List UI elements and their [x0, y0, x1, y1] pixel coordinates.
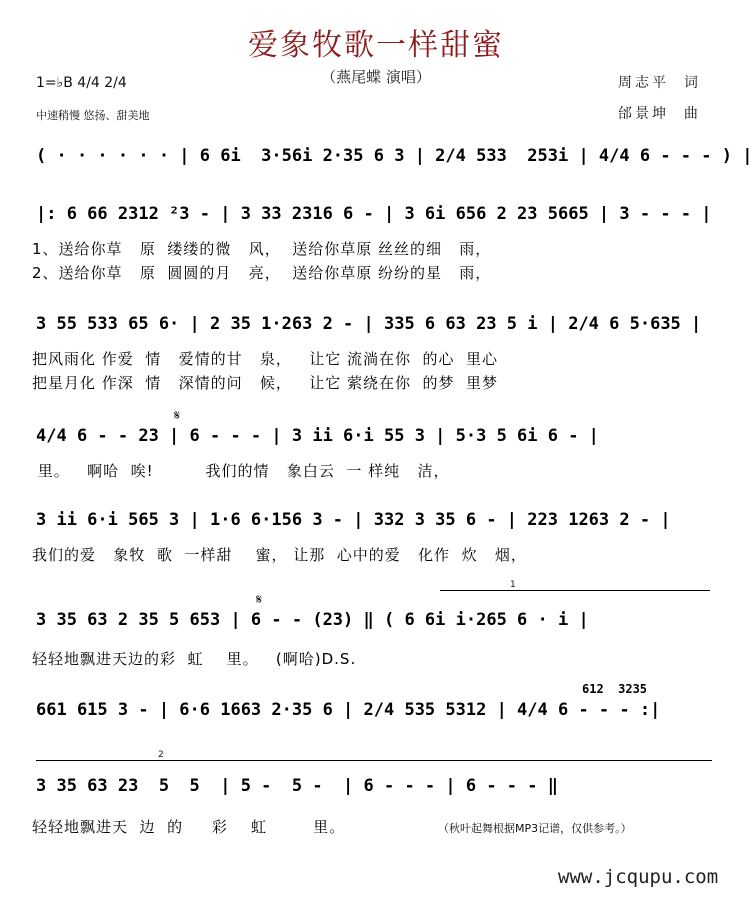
score-system-4: 4/4 6 - - 23 | 6 - - - | 3 ii 6·i 55 3 | 5·3 5 6i 6 - | [36, 426, 599, 446]
score-system-6: 3 35 63 2 35 5 653 | 6 - - (23) ‖ ( 6 6i i·265 6 · i | [36, 610, 589, 630]
score-system-2: |: 6 66 2312 ²3 - | 3 33 2316 6 - | 3 6i 656 2 23 5665 | 3 - - - | [36, 204, 712, 224]
segno-sign: 𝄋 [256, 592, 263, 608]
lyrics-line: 2、送给你草 原 圆圆的月 亮， 送给你草原 纷纷的星 雨， [32, 264, 492, 282]
volta-number-2: 2 [158, 750, 164, 760]
lyricist-credit: 周志平 词 [618, 75, 701, 91]
score-system-5: 3 ii 6·i 565 3 | 1·6 6·156 3 - | 332 3 35 6 - | 223 1263 2 - | [36, 510, 671, 530]
composer-credit: 邰景坤 曲 [618, 106, 701, 122]
site-watermark: www.jcqupu.com [558, 866, 719, 888]
score-system-1: ( · · · · · · | 6 6i 3·56i 2·35 6 3 | 2/4 533 253i | 4/4 6 - - - ) | [36, 146, 752, 166]
volta-bracket-1 [440, 590, 710, 591]
key-signature: 1=♭B 4/4 2/4 [36, 75, 127, 91]
lyrics-line: 我们的爱 象牧 歌 一样甜 蜜， 让那 心中的爱 化作 炊 烟， [32, 546, 527, 564]
score-system-8: 3 35 63 23 5 5 | 5 - 5 - | 6 - - - | 6 - - - ‖ [36, 776, 558, 796]
segno-sign: 𝄋 [174, 408, 181, 424]
score-system-7: 661 615 3 - | 6·6 1663 2·35 6 | 2/4 535 5312 | 4/4 6 - - - :| [36, 700, 661, 720]
ornament-notes: 612 3235 [582, 682, 648, 696]
lyrics-line: 把风雨化 作爱 情 爱情的甘 泉， 让它 流淌在你 的心 里心 [32, 350, 499, 368]
volta-number-1: 1 [510, 580, 516, 590]
lyrics-line: 1、送给你草 原 缕缕的微 风， 送给你草原 丝丝的细 雨， [32, 240, 492, 258]
transcription-note: （秋叶起舞根据MP3记谱，仅供参考。） [438, 822, 632, 835]
lyrics-line: 轻轻地飘进天 边 的 彩 虹 里。 [32, 818, 346, 836]
song-title: 爱象牧歌一样甜蜜 [248, 28, 504, 63]
lyrics-line: 里。 啊哈 唉! 我们的情 象白云 一 样纯 洁， [32, 462, 450, 480]
lyrics-line: 把星月化 作深 情 深情的问 候， 让它 萦绕在你 的梦 里梦 [32, 374, 499, 392]
performer-subtitle: （燕尾蝶 演唱） [321, 68, 431, 86]
lyrics-line: 轻轻地飘进天边的彩 虹 里。 (啊哈)D.S. [32, 650, 357, 668]
tempo-marking: 中速稍慢 悠扬、甜美地 [36, 109, 150, 122]
score-system-3: 3 55 533 65 6· | 2 35 1·263 2 - | 335 6 63 23 5 i | 2/4 6 5·635 | [36, 314, 702, 334]
volta-bracket-2 [36, 760, 712, 761]
